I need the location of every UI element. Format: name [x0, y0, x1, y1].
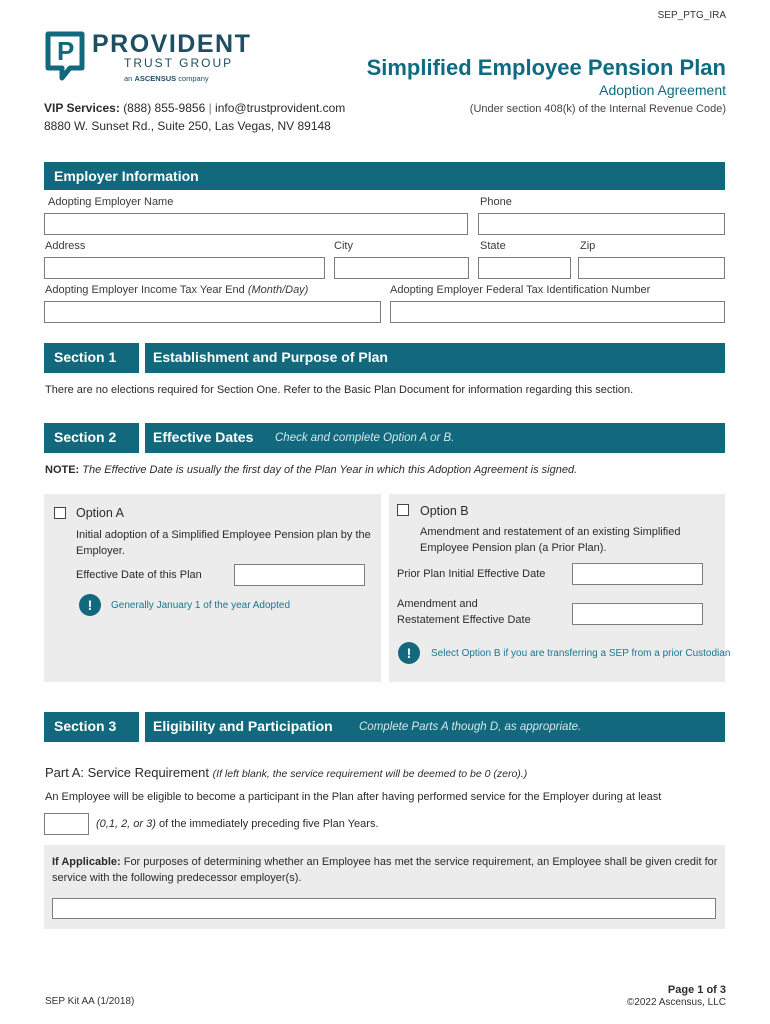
prior-plan-date-field[interactable]: [572, 563, 703, 585]
info-icon: !: [398, 642, 420, 664]
vip-email: info@trustprovident.com: [215, 101, 346, 115]
ein-label: Adopting Employer Federal Tax Identification Number: [390, 284, 651, 296]
section-2-note: NOTE: The Effective Date is usually the first day of the Plan Year in which this Adoption Agreement is signed.: [45, 464, 578, 476]
tax-year-field[interactable]: [44, 301, 381, 323]
city-label: City: [334, 240, 353, 252]
predecessor-text: If Applicable: For purposes of determining whether an Employee has met the service requirement, an Employee shall be given credit for service with the following predecessor employer(s).: [52, 856, 718, 884]
section-2-header: Effective Dates Check and complete Option A or B.: [145, 423, 725, 453]
option-b-checkbox[interactable]: [397, 504, 409, 516]
footer-kit: SEP Kit AA (1/2018): [45, 996, 135, 1007]
page-number: Page 1 of 3: [667, 984, 726, 996]
option-a-description: Initial adoption of a Simplified Employee Pension plan by the Employer.: [76, 529, 371, 557]
logo-parent: an ASCENSUS company: [124, 74, 209, 83]
form-code: SEP_PTG_IRA: [657, 10, 726, 21]
employer-name-field[interactable]: [44, 213, 468, 235]
company-address: 8880 W. Sunset Rd., Suite 250, Las Vegas, NV 89148: [44, 119, 331, 133]
option-a-date-label: Effective Date of this Plan: [76, 569, 202, 581]
logo-letter: P: [57, 36, 75, 66]
service-years-field[interactable]: [44, 813, 89, 835]
restatement-date-label-1: Amendment and: [397, 598, 478, 610]
restatement-date-label-2: Restatement Effective Date: [397, 614, 531, 626]
ein-field[interactable]: [390, 301, 725, 323]
employer-info-header: Employer Information: [44, 162, 725, 190]
city-field[interactable]: [334, 257, 469, 279]
restatement-date-field[interactable]: [572, 603, 703, 625]
logo-name: PROVIDENT: [92, 30, 252, 58]
section-1-header: Establishment and Purpose of Plan: [145, 343, 725, 373]
option-b-description: Amendment and restatement of an existing Simplified Employee Pension plan (a Prior Plan).: [420, 526, 681, 554]
predecessor-field[interactable]: [52, 898, 716, 919]
option-a-panel: [44, 494, 381, 682]
option-b-info: Select Option B if you are transferring a SEP from a prior Custodian: [431, 648, 731, 659]
address-field[interactable]: [44, 257, 325, 279]
zip-label: Zip: [580, 240, 596, 252]
part-a-text: An Employee will be eligible to become a participant in the Plan after having performed service for the Employer during at least: [45, 791, 662, 803]
option-a-label: Option A: [76, 506, 124, 520]
section-3-label: Section 3: [44, 712, 139, 742]
section-1-label: Section 1: [44, 343, 139, 373]
state-field[interactable]: [478, 257, 571, 279]
option-a-date-field[interactable]: [234, 564, 365, 586]
part-a-title: Part A: Service Requirement (If left blank, the service requirement will be deemed to be 0 (zero).): [45, 765, 528, 780]
zip-field[interactable]: [578, 257, 725, 279]
form-title: Simplified Employee Pension Plan: [366, 55, 726, 80]
phone-label: Phone: [480, 196, 512, 208]
copyright: ©2022 Ascensus, LLC: [626, 997, 726, 1008]
state-label: State: [480, 240, 506, 252]
code-reference: (Under section 408(k) of the Internal Revenue Code): [469, 103, 726, 115]
section-2-label: Section 2: [44, 423, 139, 453]
option-a-info: Generally January 1 of the year Adopted: [111, 600, 291, 611]
form-subtitle: Adoption Agreement: [599, 82, 726, 98]
section-1-text: There are no elections required for Section One. Refer to the Basic Plan Document for information regarding this section.: [45, 384, 634, 396]
vip-services: VIP Services: (888) 855-9856 | info@trustprovident.com: [44, 101, 346, 115]
option-b-label: Option B: [420, 504, 469, 518]
info-icon: !: [79, 594, 101, 616]
option-a-checkbox[interactable]: [54, 507, 66, 519]
service-years-text: (0,1, 2, or 3) of the immediately preceding five Plan Years.: [96, 818, 379, 830]
address-label: Address: [45, 240, 86, 252]
vip-phone: (888) 855-9856: [123, 101, 206, 115]
logo-sub: TRUST GROUP: [124, 56, 234, 70]
tax-year-label: Adopting Employer Income Tax Year End (Month/Day): [45, 284, 309, 296]
employer-name-label: Adopting Employer Name: [48, 196, 174, 208]
prior-plan-date-label: Prior Plan Initial Effective Date: [397, 568, 546, 580]
section-3-header: Eligibility and Participation Complete Parts A though D, as appropriate.: [145, 712, 725, 742]
phone-field[interactable]: [478, 213, 725, 235]
